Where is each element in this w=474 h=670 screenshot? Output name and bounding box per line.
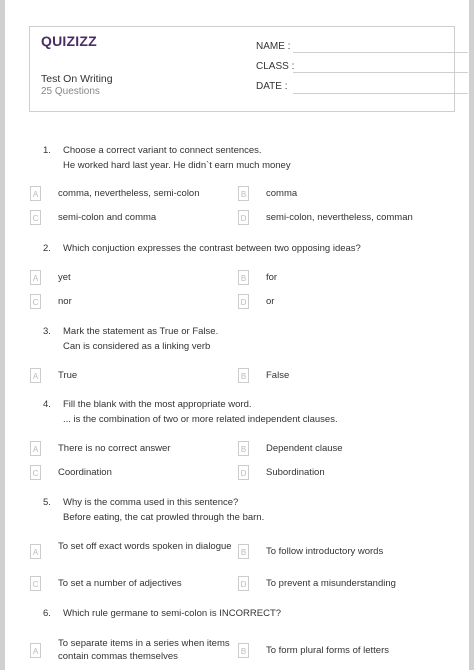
option-letter: D (238, 576, 249, 591)
date-label: DATE : (256, 81, 288, 92)
name-line (293, 52, 468, 53)
option-text: for (266, 272, 278, 283)
option-text: Dependent clause (266, 443, 343, 454)
option-text: or (266, 296, 275, 307)
option-text: Coordination (58, 467, 112, 478)
question-number: 2. (43, 243, 51, 254)
option-text: To set off exact words spoken in dialogue (58, 541, 232, 552)
class-line (293, 72, 468, 73)
option-letter: B (238, 186, 249, 201)
option-letter: B (238, 544, 249, 559)
option-text: comma (266, 188, 298, 199)
option-text: Subordination (266, 467, 325, 478)
class-label: CLASS : (256, 61, 295, 72)
option-text: comma, nevertheless, semi-colon (58, 188, 200, 199)
option-text: semi-colon, nevertheless, comman (266, 212, 413, 223)
option-text: False (266, 370, 290, 381)
option-letter: A (30, 186, 41, 201)
question-text: Choose a correct variant to connect sentences. He worked hard last year. He didn`t earn much money (63, 145, 291, 171)
quizizz-logo: QUIZIZZ (41, 33, 97, 49)
worksheet-title: Test On Writing (41, 73, 113, 85)
name-label: NAME : (256, 41, 291, 52)
option-letter: C (30, 210, 41, 225)
option-text: True (58, 370, 78, 381)
worksheet-header (29, 26, 455, 112)
question-count: 25 Questions (41, 86, 100, 97)
question-number: 6. (43, 608, 51, 619)
question-number: 1. (43, 145, 51, 156)
option-text: To form plural forms of letters (266, 645, 390, 656)
option-letter: D (238, 465, 249, 480)
question-number: 5. (43, 497, 51, 508)
option-text: To follow introductory words (266, 546, 384, 557)
option-text: To set a number of adjectives (58, 578, 182, 589)
option-letter: C (30, 465, 41, 480)
option-letter: B (238, 643, 249, 658)
option-letter: C (30, 576, 41, 591)
option-text: nor (58, 296, 72, 307)
question-number: 3. (43, 326, 51, 337)
option-text: semi-colon and comma (58, 212, 157, 223)
question-text: Fill the blank with the most appropriate word. ... is the combination of two or more related independent clauses. (63, 399, 338, 425)
option-text: To separate items in a series when items contain commas themselves (58, 638, 230, 662)
option-letter: D (238, 294, 249, 309)
option-letter: A (30, 270, 41, 285)
option-letter: C (30, 294, 41, 309)
question-text: Mark the statement as True or False. Can is considered as a linking verb (63, 326, 219, 352)
option-letter: B (238, 368, 249, 383)
question-number: 4. (43, 399, 51, 410)
option-letter: A (30, 544, 41, 559)
option-letter: A (30, 441, 41, 456)
option-letter: A (30, 368, 41, 383)
option-letter: D (238, 210, 249, 225)
question-text: Which rule germane to semi-colon is INCORRECT? (63, 608, 282, 619)
question-text: Which conjuction expresses the contrast between two opposing ideas? (63, 243, 361, 254)
date-line (293, 93, 468, 94)
option-text: To prevent a misunderstanding (266, 578, 396, 589)
worksheet-page (5, 0, 469, 670)
option-letter: B (238, 441, 249, 456)
option-text: There is no correct answer (58, 443, 171, 454)
option-letter: B (238, 270, 249, 285)
option-text: yet (58, 272, 71, 283)
option-letter: A (30, 643, 41, 658)
question-text: Why is the comma used in this sentence? Before eating, the cat prowled through the barn. (63, 497, 265, 523)
